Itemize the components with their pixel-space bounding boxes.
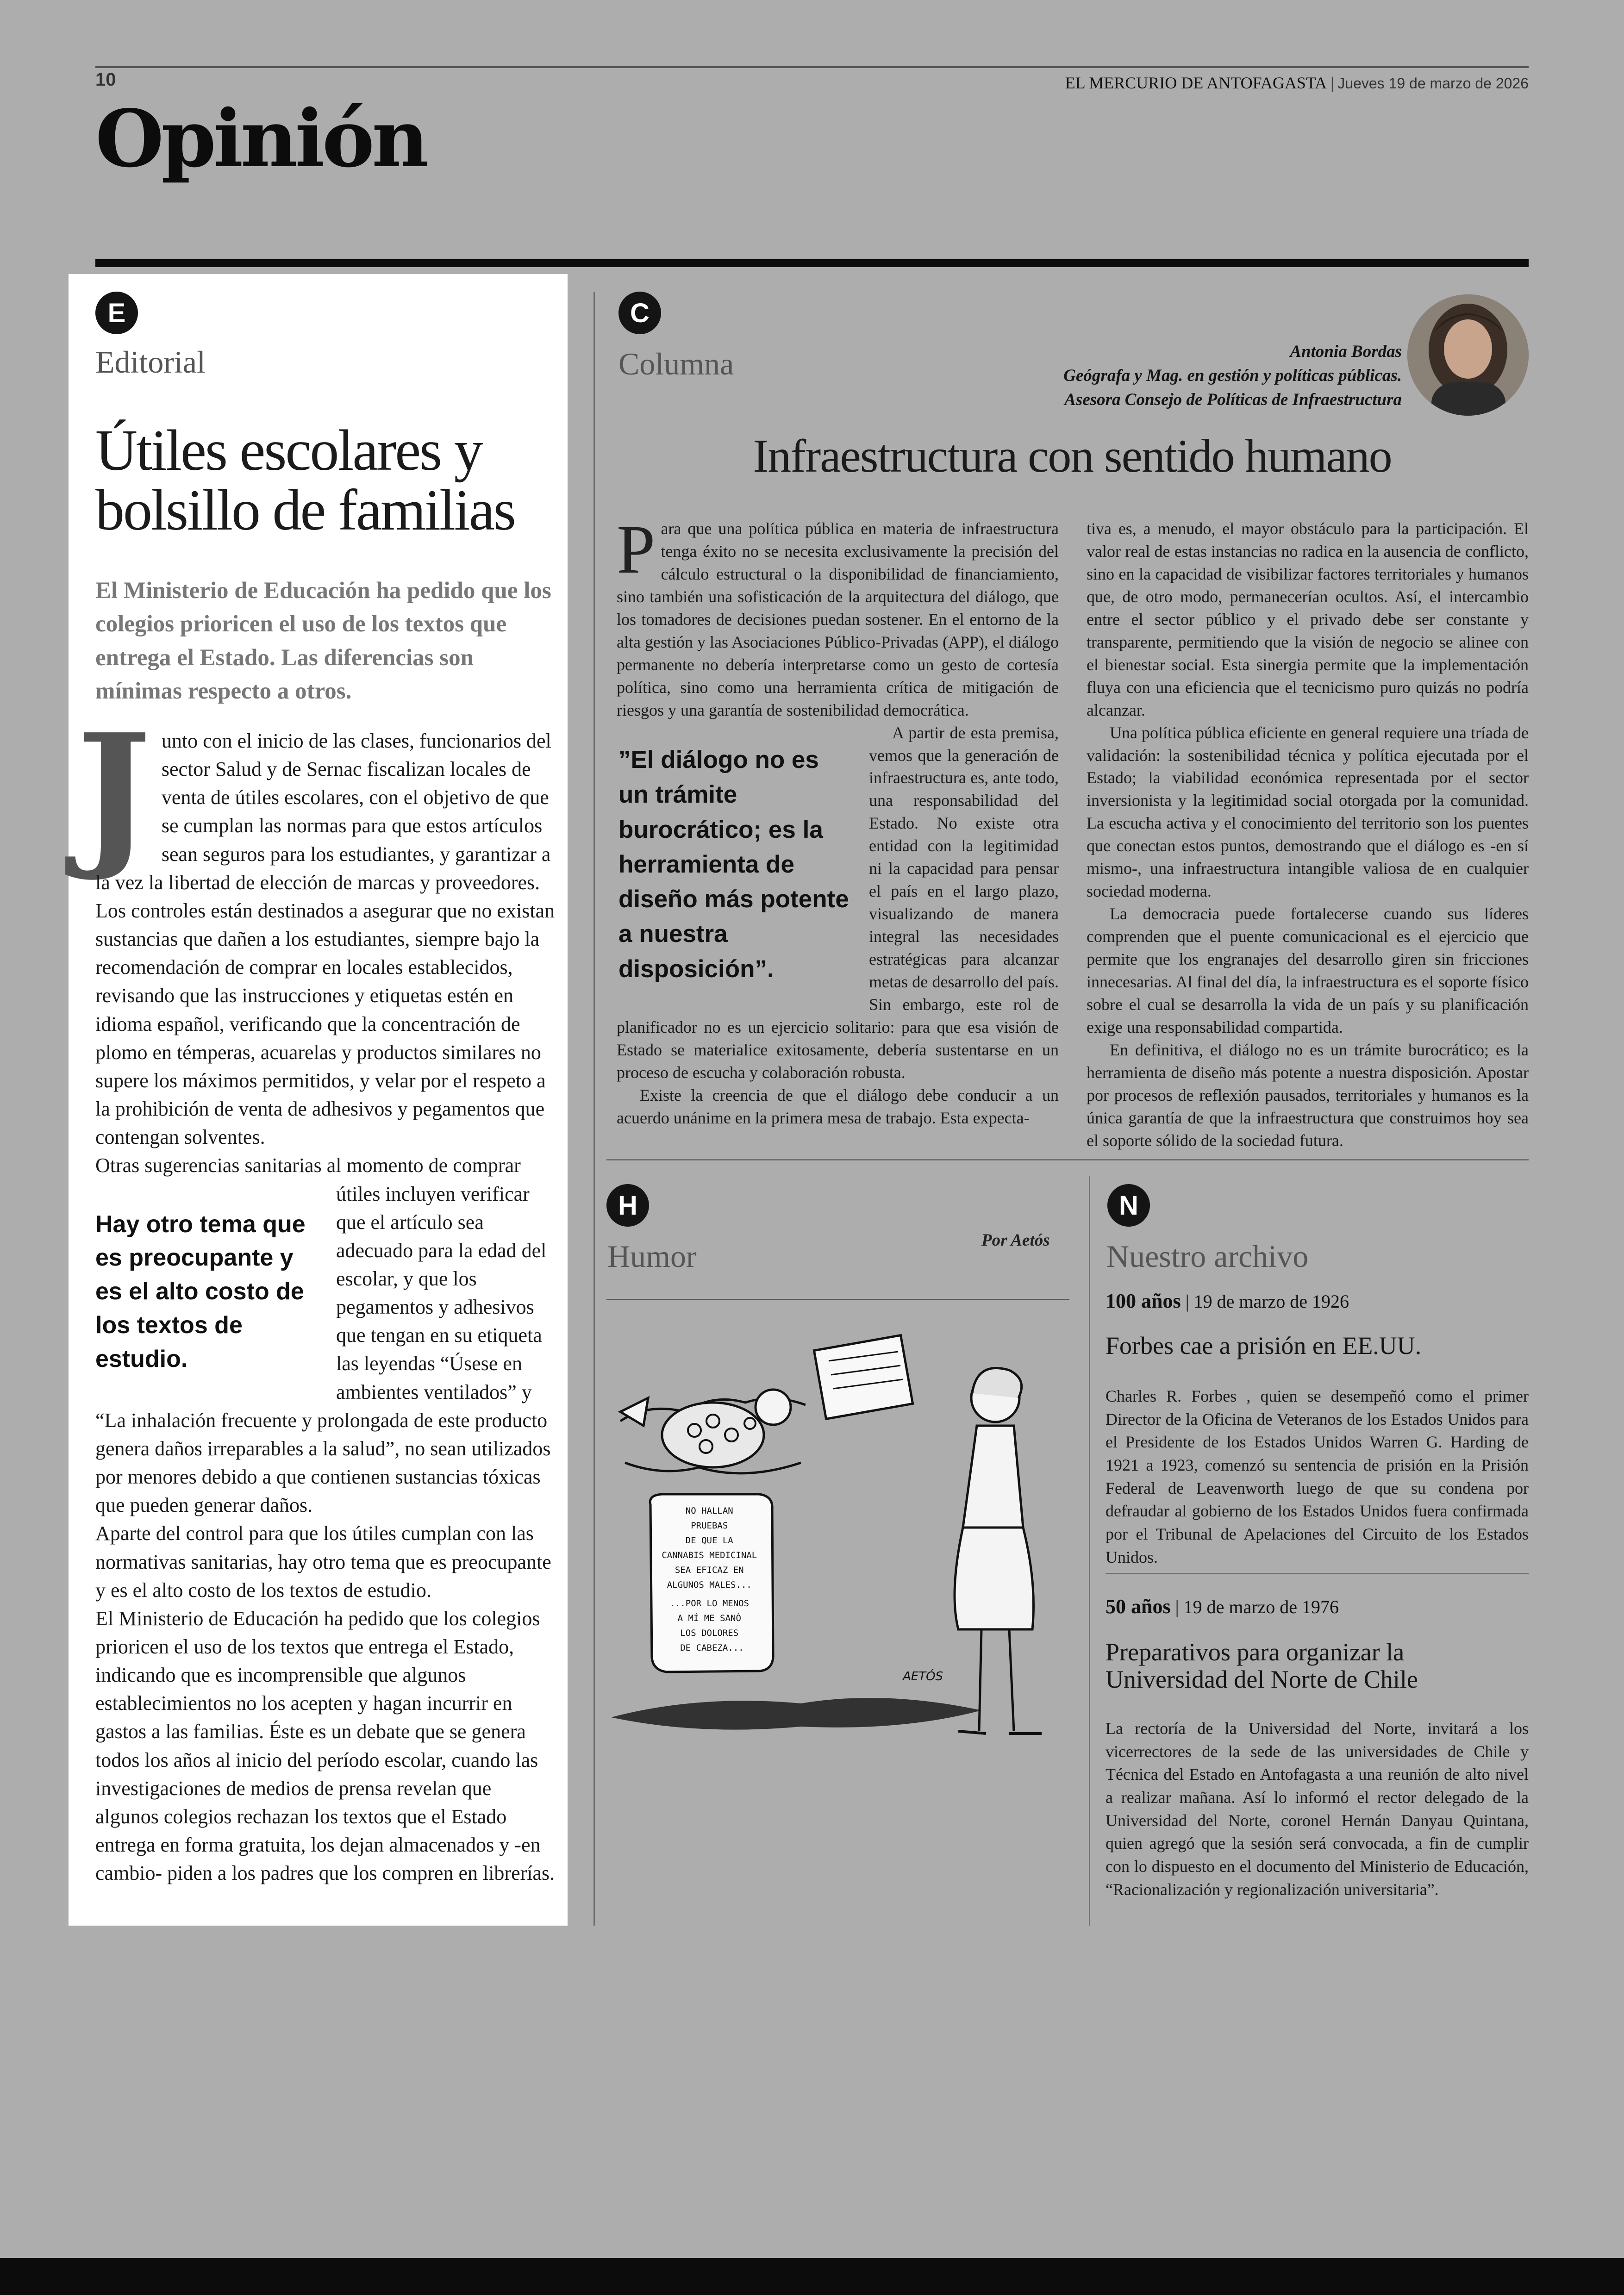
column-paragraph: La democracia puede fortalecerse cuando sus líderes comprenden que el puente comunicacional es el ejercicio que permite que los engranajes del desarrollo giren sin fricciones innecesarias. Al final del día, la infraestructura es el soporte físico sobre el cual se desarrolla la vida de un país y su planificación exige una responsabilidad compartida. <box>1087 904 1529 1036</box>
editorial-kicker: Editorial <box>95 344 206 380</box>
speech-line: ALGUNOS MALES... <box>667 1580 752 1590</box>
speech-line: A MÍ ME SANÓ <box>677 1613 741 1623</box>
archive-rule <box>1106 1573 1529 1574</box>
issue-date: Jueves 19 de marzo de 2026 <box>1337 75 1529 92</box>
humor-byline: Por Aetós <box>981 1231 1050 1250</box>
archive-date: 19 de marzo de 1976 <box>1183 1597 1339 1617</box>
editorial-headline: Útiles escolares y bolsillo de familias <box>95 418 515 543</box>
archive-item-header <box>1106 1289 1349 1313</box>
speech-line: DE QUE LA <box>685 1535 733 1546</box>
column-right-text <box>1087 518 1529 1152</box>
column-paragraph: tiva es, a menudo, el mayor obstáculo para la participación. El valor real de estas instancias no radica en la ausencia de conflicto, sino en la capacidad de visibilizar factores territoriales y humanos que, de otro modo, permanecerían ocultos. Así, el intercambio entre el sector público y el privado debe ser constante y transparente, permitiendo que la visión de negocio se alinee con el bienestar social. Esta sinergia permite que la implementación fluya con una eficiencia que el tecnicismo puro quizás no podría alcanzar. <box>1087 519 1529 719</box>
editorial-pull-quote: Hay otro tema que es preocupante y es el alto costo de los textos de estudio. <box>95 1210 306 1372</box>
editorial-paragraph: Aparte del control para que los útiles cumplan con las normativas sanitarias, hay otro tema que es preocupante y es el alto costo de los textos de estudio. <box>95 1522 551 1602</box>
speech-line: DE CABEZA... <box>680 1643 744 1653</box>
archive-years: 50 años <box>1106 1595 1171 1618</box>
editorial-badge: E <box>95 292 138 334</box>
column-paragraph: ara que una política pública en materia de infraestructura tenga éxito no se necesita exclusivamente la precisión del cálculo estructural o la disponibilidad de financiamiento, sino también una sofisticación de la arquitectura del diálogo, que los tomadores de decisiones puedan sostener. En el entorno de la alta gestión y las Asociaciones Público-Privadas (APP), el diálogo permanente no debería interpretarse como un gesto de cortesía política, sino como una herramienta crítica de mitigación de riesgos y una garantía de sostenibilidad democrática. <box>617 519 1059 719</box>
speech-line: LOS DOLORES <box>680 1628 739 1638</box>
archive-separator: | <box>1175 1597 1179 1617</box>
editorial-paragraph: Otras sugerencias sanitarias al momento de comprar <box>95 1154 521 1177</box>
archive-text: La rectoría de la Universidad del Norte, invitará a los vicerrectores de la sede de las universidades de Chile y Técnica del Estado en Antofagasta a una reunión de alto nivel a realizar mañana. Así lo informó el rector delegado de la Universidad del Norte, coronel Hernán Danyau Quintana, quien agregó que la sesión será convocada, a fin de cumplir con lo dispuesto en el documento del Ministerio de Educación, “Racionalización y regionalización universitaria”. <box>1106 1719 1529 1899</box>
speech-line: NO HALLAN <box>685 1506 733 1516</box>
top-rule <box>95 66 1529 68</box>
column-badge: C <box>618 292 661 334</box>
newspaper-name: EL MERCURIO DE ANTOFAGASTA <box>1065 74 1327 92</box>
author-name: Antonia Bordas <box>1290 342 1402 361</box>
archive-date: 19 de marzo de 1926 <box>1193 1291 1349 1312</box>
editorial-paragraph: El Ministerio de Educación ha pedido que los colegios prioricen el uso de los textos que entrega el Estado, indicando que es incomprensible que algunos establecimientos no los acepten y hagan incurrir en gastos a las familias. Éste es un debate que se genera todos los años al inicio del período escolar, cuando las investigaciones de medios de prensa revelan que algunos colegios rechazan los textos que el Estado entrega en forma gratuita, los dejan almacenados y -en cambio- piden a los padres que los compren en librerías. <box>95 1607 555 1885</box>
editorial-drop-cap: J <box>77 700 151 885</box>
column-kicker: Columna <box>618 346 734 381</box>
section-title: Opinión <box>95 93 426 185</box>
editorial-paragraph: útiles incluyen verificar que el artículo sea adecuado para la edad del escolar, y que los pegamentos y adhesivos que tengan en su etiqueta las leyendas “Úsese en ambientes ventilados” y “La inhalación frecuente y prolongada de este producto genera daños irreparables a la salud”, no sean utilizados por menores debido a que contienen sustancias tóxicas que pueden generar daños. <box>95 1182 551 1517</box>
editorial-paragraph: unto con el inicio de las clases, funcionarios del sector Salud y de Sernac fiscalizan locales de venta de útiles escolares, con el objetivo de que se cumplan las normas para que estos artículos sean seguros para los estudiantes, y garantizar a la vez la libertad de elección de marcas y proveedores. <box>95 730 551 894</box>
archive-title: Preparativos para organizar la Universidad del Norte de Chile <box>1106 1638 1418 1694</box>
cartoon-signature: AETÓS <box>903 1670 943 1684</box>
column-divider <box>1089 1176 1090 1926</box>
column-paragraph: Existe la creencia de que el diálogo debe conducir a un acuerdo unánime en la primera mesa de trabajo. Esta expecta- <box>617 1085 1059 1127</box>
speech-line: SEA EFICAZ EN <box>675 1565 744 1575</box>
editorial-deck: El Ministerio de Educación ha pedido que los colegios prioricen el uso de los textos que entrega el Estado. Las diferencias son mínimas respecto a otros. <box>95 578 551 705</box>
editorial-body <box>77 700 558 1887</box>
bottom-bar <box>0 2258 1624 2295</box>
archive-title: Forbes cae a prisión en EE.UU. <box>1106 1332 1422 1360</box>
page-number: 10 <box>95 69 116 90</box>
masthead <box>1065 73 1529 93</box>
editorial-paragraph: Los controles están destinados a asegurar que no existan sustancias que dañen a los estudiantes, siempre bajo la recomendación de comprar en locales establecidos, revisando que las instrucciones y etiquetas estén en idioma español, verificando que la concentración de plomo en témperas, acuarelas y productos similares no supere los máximos permitidos, y velar por el respeto a la prohibición de venta de adhesivos y pegamentos que contengan solventes. <box>95 899 555 1149</box>
archive-badge: N <box>1107 1184 1150 1227</box>
archive-text: Charles R. Forbes , quien se desempeñó como el primer Director de la Oficina de Veteranos de los Estados Unidos para el Presidente de los Estados Unidos Warren G. Harding de 1921 a 1923, comenzó su sentencia de prisión en la Prisión Federal de Leavenworth luego de que su condena por defraudar al gobierno de los Estados Unidos fuera confirmada por el Tribunal de Apelaciones del Circuito de los Estados Unidos. <box>1106 1387 1529 1566</box>
column-drop-cap: P <box>617 511 656 588</box>
humor-rule <box>606 1299 1069 1300</box>
column-divider <box>593 292 595 1926</box>
author-photo <box>1407 294 1529 416</box>
author-role: Geógrafa y Mag. en gestión y políticas públicas. <box>1063 366 1402 385</box>
humor-kicker: Humor <box>607 1239 697 1274</box>
speech-line: ...POR LO MENOS <box>669 1598 750 1609</box>
column-headline: Infraestructura con sentido humano <box>753 430 1392 482</box>
speech-line: PRUEBAS <box>691 1521 728 1531</box>
humor-badge: H <box>606 1184 649 1227</box>
author-affiliation: Asesora Consejo de Políticas de Infraestructura <box>1064 390 1402 409</box>
archive-kicker: Nuestro archivo <box>1106 1239 1309 1274</box>
column-pull-quote: ”El diálogo no es un trámite burocrático; es la herramienta de diseño más potente a nuestra disposición”. <box>618 746 849 983</box>
humor-cartoon <box>606 1324 1069 1768</box>
masthead-separator: | <box>1330 74 1334 92</box>
column-paragraph: A partir de esta premisa, vemos que la generación de infraestructura es, ante todo, una responsabilidad del Estado. No existe otra entidad con la legitimidad ni la capacidad para pensar el país en el largo plazo, visualizando de manera integral las necesidades estratégicas para alcanzar metas de desarrollo del país. Sin embargo, este rol de planificador no es un ejercicio solitario: para que esa visión de Estado se materialice exitosamente, debería sustentarse en un proceso de escucha y colaboración robusta. <box>617 723 1059 1082</box>
archive-years: 100 años <box>1106 1290 1181 1312</box>
speech-line: CANNABIS MEDICINAL <box>662 1550 757 1560</box>
section-rule <box>95 259 1529 267</box>
column-paragraph: En definitiva, el diálogo no es un trámite burocrático; es la herramienta de diseño más potente a nuestra disposición. Apostar por procesos de reflexión pausados, territoriales y humanos es la única garantía de que la infraestructura que construimos hoy sea el soporte sólido de la sociedad futura. <box>1087 1040 1529 1150</box>
column-paragraph: Una política pública eficiente en general requiere una tríada de validación: la sostenibilidad técnica y política ejecutada por el Estado; la viabilidad económica representada por el sector inversionista y la legitimidad social otorgada por la comunidad. La escucha activa y el conocimiento del territorio son los puentes que conectan estos puntos, demostrando que el diálogo es -en sí mismo-, una infraestructura intangible valiosa de en cualquier sociedad moderna. <box>1087 723 1529 901</box>
column-author <box>1063 340 1402 412</box>
column-divider <box>606 1159 1529 1160</box>
archive-separator: | <box>1185 1291 1189 1312</box>
archive-item-header <box>1106 1595 1339 1618</box>
